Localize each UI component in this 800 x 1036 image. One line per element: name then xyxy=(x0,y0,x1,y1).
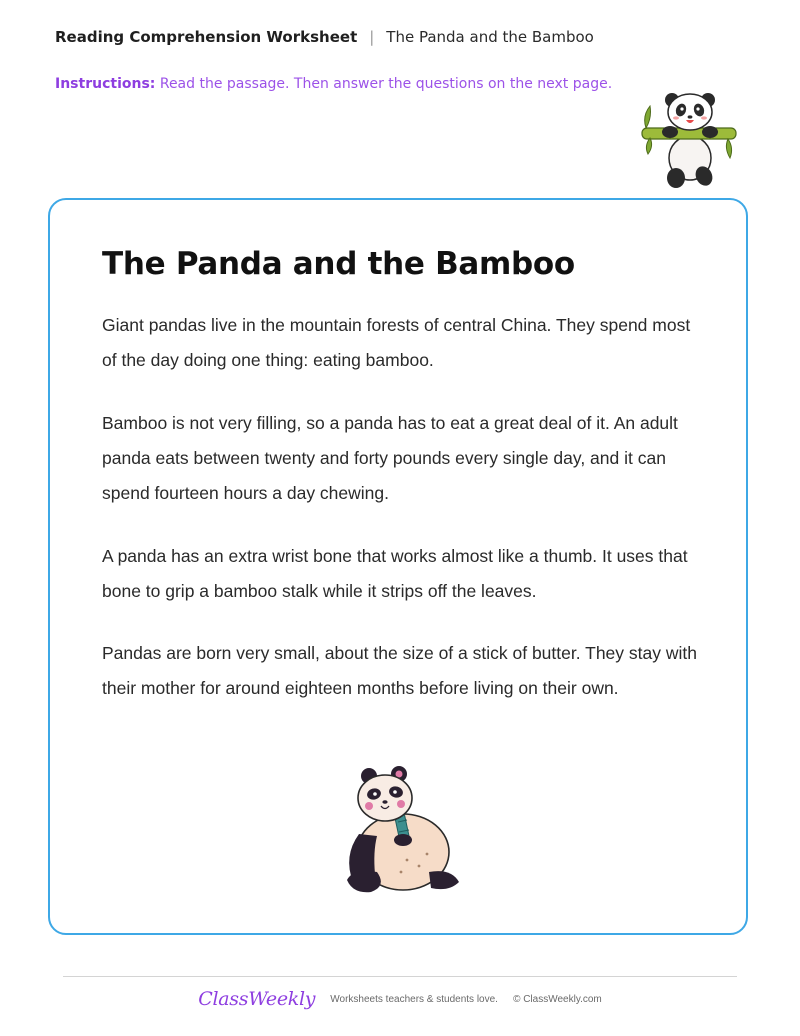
footer-divider xyxy=(63,976,737,977)
sitting-panda-icon xyxy=(337,764,465,898)
header-separator: | xyxy=(369,28,375,46)
passage-title: The Panda and the Bamboo xyxy=(102,246,575,282)
footer-tagline: Worksheets teachers & students love. xyxy=(330,993,498,1005)
footer xyxy=(0,988,800,1010)
footer-copyright: © ClassWeekly.com xyxy=(513,993,602,1005)
instructions xyxy=(55,75,612,93)
classweekly-logo: ClassWeekly xyxy=(198,988,316,1010)
passage-paragraph-2: Bamboo is not very filling, so a panda has to eat a great deal of it. An adult panda eats between twenty and forty pounds every single day, and it can spend fourteen hours a day chewing. xyxy=(102,413,678,503)
panda-on-bamboo-icon xyxy=(640,88,740,192)
instructions-label: Instructions: xyxy=(55,76,156,92)
instructions-text: Read the passage. Then answer the questions on the next page. xyxy=(159,76,613,92)
worksheet-subtitle: The Panda and the Bamboo xyxy=(386,28,594,46)
passage-paragraph-3: A panda has an extra wrist bone that works almost like a thumb. It uses that bone to grip a bamboo stalk while it strips off the leaves. xyxy=(102,546,688,601)
worksheet-header xyxy=(55,27,594,47)
worksheet-title: Reading Comprehension Worksheet xyxy=(55,28,358,46)
passage-paragraph-4: Pandas are born very small, about the size of a stick of butter. They stay with their mother for around eighteen months before living on their own. xyxy=(102,643,697,698)
passage-paragraph-1: Giant pandas live in the mountain forests of central China. They spend most of the day doing one thing: eating bamboo. xyxy=(102,315,691,370)
